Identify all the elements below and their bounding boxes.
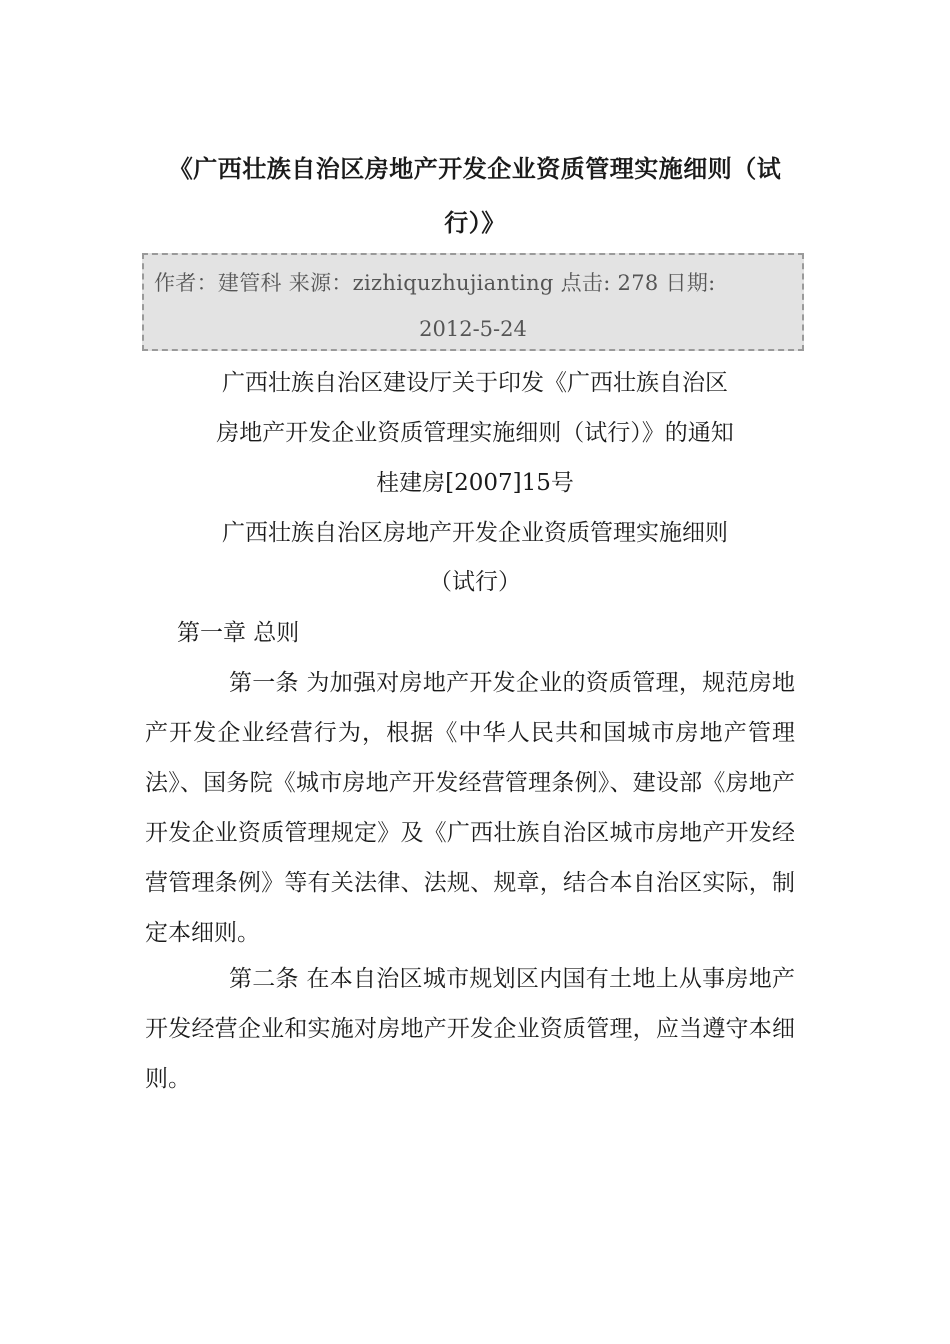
subtitle-line2: （试行） bbox=[429, 569, 521, 595]
subtitle-line1: 广西壮族自治区房地产开发企业资质管理实施细则 bbox=[222, 520, 728, 546]
document-number: 桂建房[2007]15号 bbox=[376, 470, 574, 496]
article-meta-date: 2012-5-24 bbox=[419, 317, 527, 341]
article-meta-info: 作者：建管科 来源：zizhiquzhujianting 点击: 278 日期: bbox=[154, 271, 716, 295]
document-title: 《广西壮族自治区房地产开发企业资质管理实施细则（试行）》 bbox=[168, 154, 782, 237]
article-meta-box bbox=[142, 253, 804, 351]
article-1-paragraph: 第一条 为加强对房地产开发企业的资质管理，规范房地产开发企业经营行为，根据《中华人民共和国城市房地产管理法》、国务院《城市房地产开发经营管理条例》、建设部《房地产开发企业资质管理规定》及《广西壮族自治区城市房地产开发经营管理条例》等有关法律、法规、规章，结合本自治区实际，制定本细则。 bbox=[145, 670, 795, 946]
notice-heading-line1: 广西壮族自治区建设厅关于印发《广西壮族自治区 bbox=[222, 370, 728, 396]
chapter-heading: 第一章 总则 bbox=[177, 620, 300, 646]
notice-heading-line2: 房地产开发企业资质管理实施细则（试行）》的通知 bbox=[216, 420, 734, 446]
article-2-paragraph: 第二条 在本自治区城市规划区内国有土地上从事房地产开发经营企业和实施对房地产开发企业资质管理，应当遵守本细则。 bbox=[145, 966, 795, 1092]
